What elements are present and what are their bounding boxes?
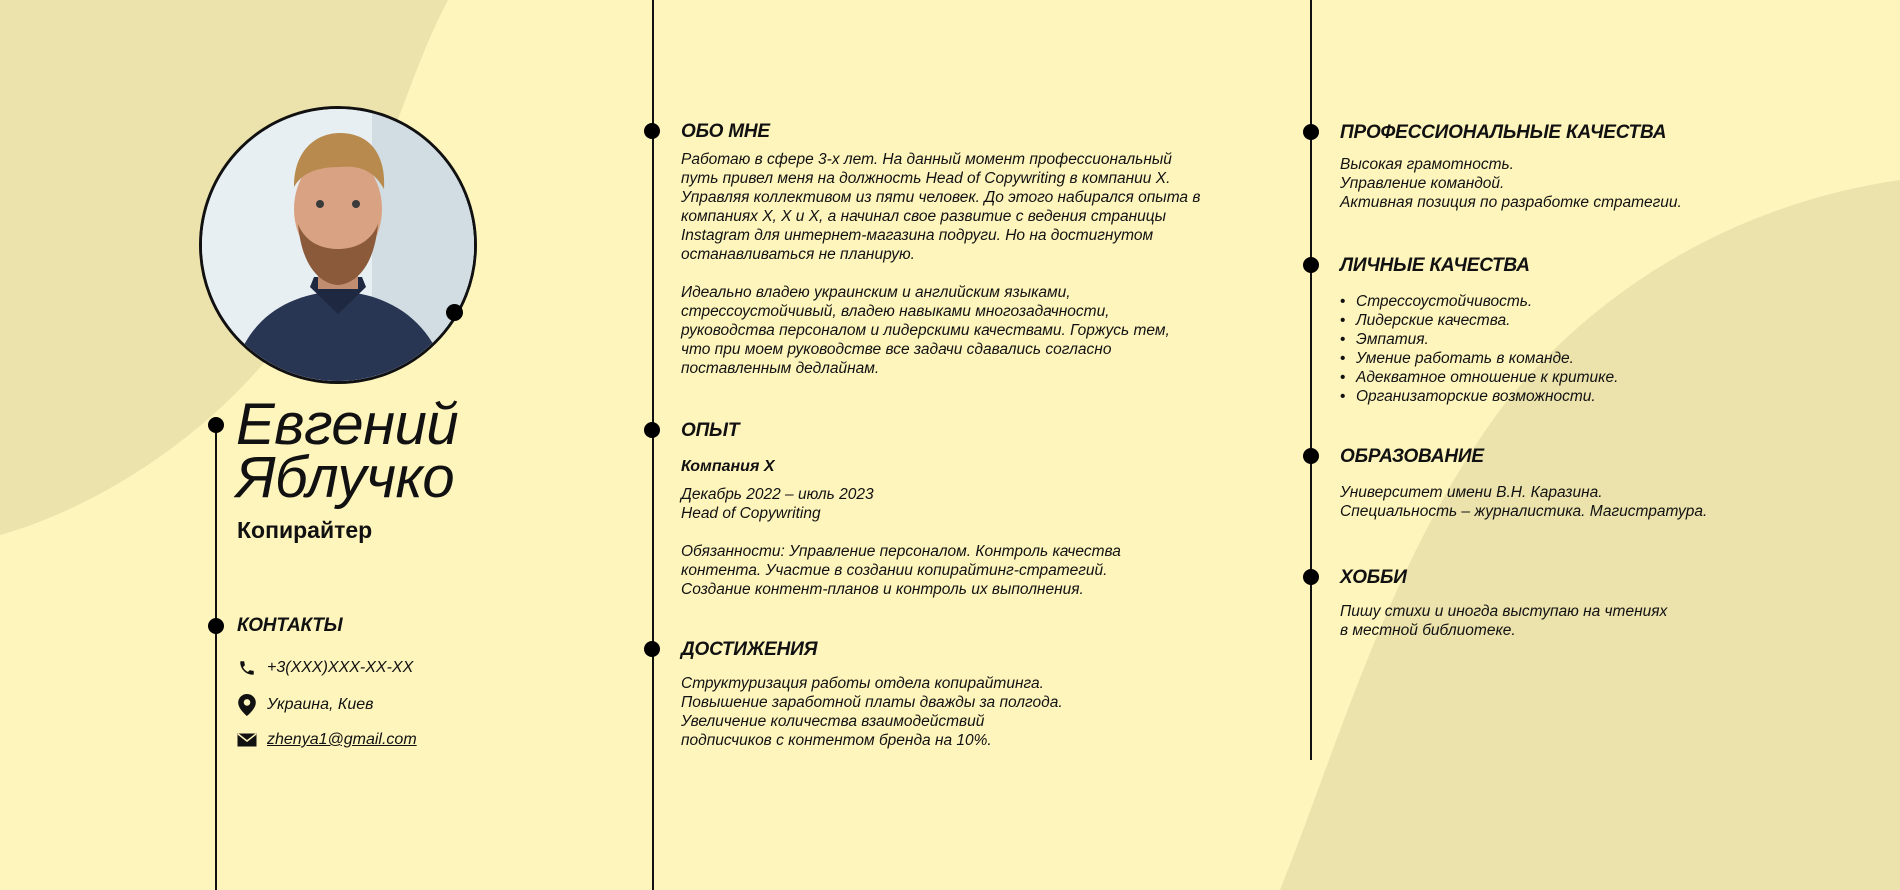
list-item: • Адекватное отношение к критике. <box>1340 368 1860 387</box>
education-list <box>1340 483 1860 521</box>
list-item: • Стрессоустойчивость. <box>1340 292 1860 311</box>
experience-heading: ОПЫТ <box>681 420 740 441</box>
list-item: • Лидерские качества. <box>1340 311 1860 330</box>
professional-list <box>1340 155 1860 212</box>
full-name <box>236 392 459 510</box>
about-heading: ОБО МНЕ <box>681 121 770 142</box>
achievements-heading: ДОСТИЖЕНИЯ <box>681 639 818 660</box>
experience-position: Head of Copywriting <box>681 505 821 522</box>
contact-location <box>237 694 373 716</box>
professional-line: Активная позиция по разработке стратегии. <box>1340 194 1682 211</box>
avatar <box>202 109 474 381</box>
education-line: Специальность – журналистика. Магистратура. <box>1340 503 1708 520</box>
list-item: • Организаторские возможности. <box>1340 387 1860 406</box>
experience-duties: Обязанности: Управление персоналом. Контроль качества контента. Участие в создании копирайтинг-стратегий. Создание контент-планов и контроль их выполнения. <box>681 543 1121 598</box>
phone-text: +3(XXX)XXX-XX-XX <box>267 659 414 676</box>
education-line: Университет имени В.Н. Каразина. <box>1340 484 1603 501</box>
professional-timeline-dot <box>1303 124 1319 140</box>
photo-timeline-dot <box>446 304 463 321</box>
achievement-line: Увеличение количества взаимодействий <box>681 713 985 730</box>
experience-company: Компания X <box>681 458 775 475</box>
last-name: Яблучко <box>236 445 455 510</box>
achievement-line: Структуризация работы отдела копирайтинга. <box>681 675 1044 692</box>
about-paragraph-2: Идеально владею украинским и английским языками, стрессоустойчивый, владею навыками многозадачности, руководства персоналом и лидерскими качествами. Горжусь тем, что при моем руководстве все задачи сдавались согласно поставленным дедлайнам. <box>681 284 1170 377</box>
contacts-timeline-dot <box>208 618 224 634</box>
envelope-icon <box>237 733 257 747</box>
location-pin-icon <box>237 694 257 716</box>
professional-heading: ПРОФЕССИОНАЛЬНЫЕ КАЧЕСТВА <box>1340 122 1667 143</box>
location-text: Украина, Киев <box>267 696 374 713</box>
about-timeline-dot <box>644 123 660 139</box>
achievement-line: подписчиков с контентом бренда на 10%. <box>681 732 992 749</box>
professional-line: Управление командой. <box>1340 175 1505 192</box>
experience-details <box>681 485 1161 599</box>
name-timeline-dot <box>208 417 224 433</box>
timeline-line-left <box>215 425 217 890</box>
list-item: • Умение работать в команде. <box>1340 349 1860 368</box>
experience-timeline-dot <box>644 422 660 438</box>
timeline-line-right <box>1310 0 1312 760</box>
professional-line: Высокая грамотность. <box>1340 156 1514 173</box>
list-item: • Эмпатия. <box>1340 330 1860 349</box>
hobby-list <box>1340 602 1860 640</box>
email-link[interactable]: zhenya1@gmail.com <box>267 731 417 748</box>
about-paragraph-1: Работаю в сфере 3-х лет. На данный момент профессиональный путь привел меня на должность Head of Copywriting в компании X. Управляя коллективом из пяти человек. До этого набирался опыта в компаниях X, X и X, а начинал свое развитие с ведения страницы Instagram для интернет-магазина подруги. Но на достигнутом останавливаться не планирую. <box>681 151 1201 263</box>
contact-email[interactable] <box>237 731 417 749</box>
achievements-list <box>681 674 1161 750</box>
experience-period: Декабрь 2022 – июль 2023 <box>681 486 874 503</box>
achievements-timeline-dot <box>644 641 660 657</box>
hobby-timeline-dot <box>1303 569 1319 585</box>
first-name: Евгений <box>236 392 459 457</box>
personal-heading: ЛИЧНЫЕ КАЧЕСТВА <box>1340 255 1530 276</box>
background-shape-bottom-right <box>1280 180 1900 890</box>
contacts-heading: КОНТАКТЫ <box>237 615 343 636</box>
contact-phone[interactable] <box>237 659 413 677</box>
profile-photo <box>199 106 477 384</box>
about-text <box>681 150 1201 378</box>
personal-timeline-dot <box>1303 257 1319 273</box>
achievement-line: Повышение заработной платы дважды за полгода. <box>681 694 1063 711</box>
education-heading: ОБРАЗОВАНИЕ <box>1340 446 1484 467</box>
job-title: Копирайтер <box>237 517 373 543</box>
hobby-heading: ХОББИ <box>1340 567 1407 588</box>
personal-list <box>1340 292 1860 406</box>
hobby-line: в местной библиотеке. <box>1340 622 1516 639</box>
education-timeline-dot <box>1303 448 1319 464</box>
phone-icon <box>237 659 257 677</box>
hobby-line: Пишу стихи и иногда выступаю на чтениях <box>1340 603 1668 620</box>
